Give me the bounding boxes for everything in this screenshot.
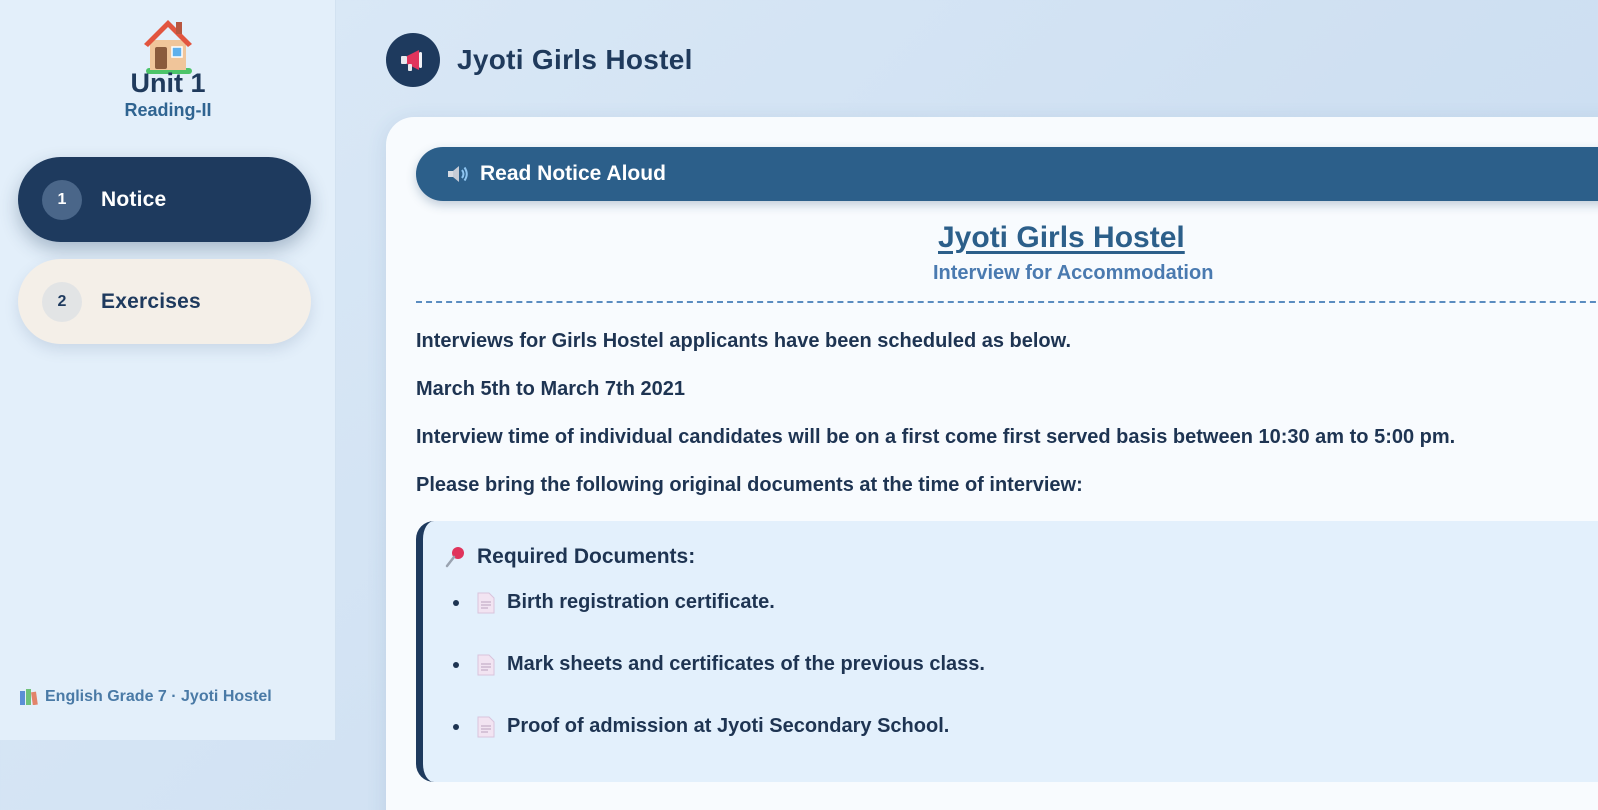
- document-text: Birth registration certificate.: [507, 591, 775, 613]
- bullet: [453, 662, 459, 668]
- house-icon: [136, 14, 200, 76]
- notice-paragraph: Interviews for Girls Hostel applicants have been scheduled as below.: [416, 330, 1072, 352]
- read-aloud-button[interactable]: [416, 147, 1598, 201]
- notice-paragraph: Interview time of individual candidates will be on a first come first served basis between 10:30 am to 5:00 pm.: [416, 426, 1456, 448]
- unit-brand: [0, 14, 336, 120]
- sidebar: [0, 0, 336, 740]
- list-item: [453, 591, 775, 614]
- books-icon: [20, 689, 38, 705]
- header-badge: [386, 33, 440, 87]
- sidebar-footer: [20, 688, 272, 706]
- speaker-icon: [448, 165, 470, 183]
- list-item: [453, 653, 985, 676]
- document-text: Proof of admission at Jyoti Secondary School.: [507, 715, 950, 737]
- megaphone-icon: [399, 47, 427, 73]
- notice-paragraph: March 5th to March 7th 2021: [416, 378, 685, 400]
- page-title: Jyoti Girls Hostel: [457, 44, 693, 75]
- notice-subtitle: Interview for Accommodation: [933, 262, 1214, 284]
- nav-number: 1: [42, 180, 82, 220]
- notice-card: [386, 117, 1598, 810]
- notice-title: Jyoti Girls Hostel: [938, 221, 1185, 254]
- sidebar-item-notice[interactable]: [18, 157, 311, 242]
- divider: [416, 301, 1598, 303]
- bullet: [453, 724, 459, 730]
- list-item: [453, 715, 949, 738]
- read-aloud-label: Read Notice Aloud: [480, 162, 666, 185]
- nav-label: Exercises: [101, 289, 201, 313]
- document-icon: [477, 654, 495, 676]
- document-text: Mark sheets and certificates of the previous class.: [507, 653, 985, 675]
- notice-paragraph: Please bring the following original documents at the time of interview:: [416, 474, 1083, 496]
- unit-subtitle: Reading-II: [124, 100, 212, 120]
- pushpin-icon: [445, 546, 467, 568]
- sidebar-item-exercises[interactable]: [18, 259, 311, 344]
- bullet: [453, 600, 459, 606]
- nav-number: 2: [42, 282, 82, 322]
- required-documents-box: [416, 521, 1598, 782]
- unit-title: Unit 1: [130, 68, 206, 98]
- document-icon: [477, 592, 495, 614]
- document-icon: [477, 716, 495, 738]
- footer-text: English Grade 7 · Jyoti Hostel: [45, 688, 272, 705]
- documents-heading-text: Required Documents:: [477, 545, 696, 568]
- documents-heading: [445, 545, 695, 569]
- nav-label: Notice: [101, 187, 167, 211]
